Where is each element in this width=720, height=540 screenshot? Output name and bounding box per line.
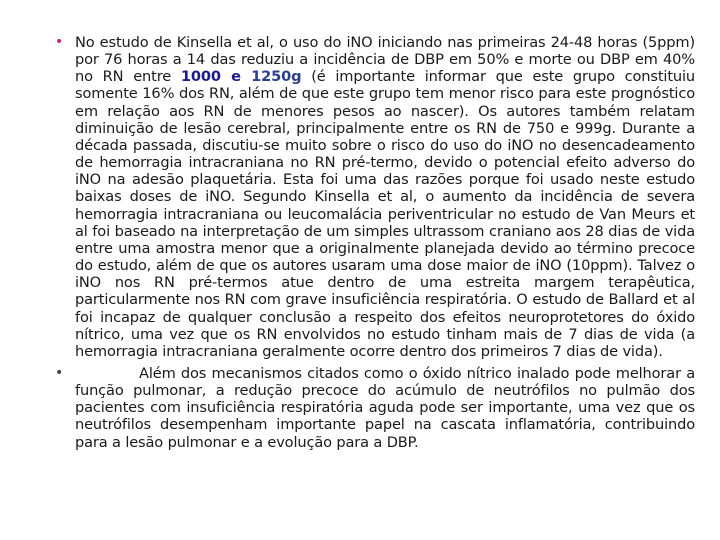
bullet-paragraph-neutrophils [55,365,695,451]
bullet-icon: • [55,364,64,381]
bullet-paragraph-kinsella [55,34,695,360]
highlight-weight-high: 1250g [251,68,302,86]
paragraph-text: Além dos mecanismos citados como o óxido nítrico inalado pode melhorar a função pulmonar, a redução precoce do acúmulo de neutrófilos no pulmão dos pacientes com insuficiência respiratória aguda pode ser importante, uma vez que os neutrófilos desempenham importante papel na cascata inflamatória, contribuindo para a lesão pulmonar e a evolução para a DBP. [75,364,695,451]
paragraph-text-rest: (é importante informar que este grupo constituiu somente 16% dos RN, além de que este grupo tem menor risco para este prognóstico em relação aos RN de menores pesos ao nascer). Os autores também relatam diminuição de lesão cerebral, principalmente entre os RN de 750 e 999g. Durante a década passada, discutiu-se muito sobre o risco do uso do iNO no desencadeamento de hemorragia intracraniana no RN pré-termo, devido o potencial efeito adverso do iNO na adesão plaquetária. Esta foi uma das razões porque foi usado neste estudo baixas doses de iNO. Segundo Kinsella et al, o aumento da incidência de severa hemorragia intracraniana ou leucomalácia periventricular no estudo de Van Meurs et al foi baseado na interpretação de um simples ultrassom craniano aos 28 dias de vida entre uma amostra menor que a originalmente planejada devido ao término precoce do estudo, além de que os autores usaram uma dose maior de iNO (10ppm). Talvez o iNO nos RN pré-termos atue dentro de uma estreita margem terapêutica, particularmente nos RN com grave insuficiência respiratória. O estudo de Ballard et al foi incapaz de qualquer conclusão a respeito dos efeitos neuroprotetores do óxido nítrico, uma vez que os RN envolvidos no estudo tinham mais de 7 dias de vida (a hemorragia intracraniana geralmente ocorre dentro dos primeiros 7 dias de vida). [75,68,696,360]
highlight-connector: e [220,68,252,86]
bullet-icon: • [55,34,64,50]
highlight-weight-low: 1000 [180,68,221,86]
bullet-list [55,34,695,451]
paragraph-text-start: No estudo de Kinsella et al, o uso do iNO iniciando nas primeiras 24-48 horas (5ppm) por 76 horas a 14 das reduziu a incidência de DBP em 50% e morte ou DBP em 40% no RN entre [75,34,695,86]
